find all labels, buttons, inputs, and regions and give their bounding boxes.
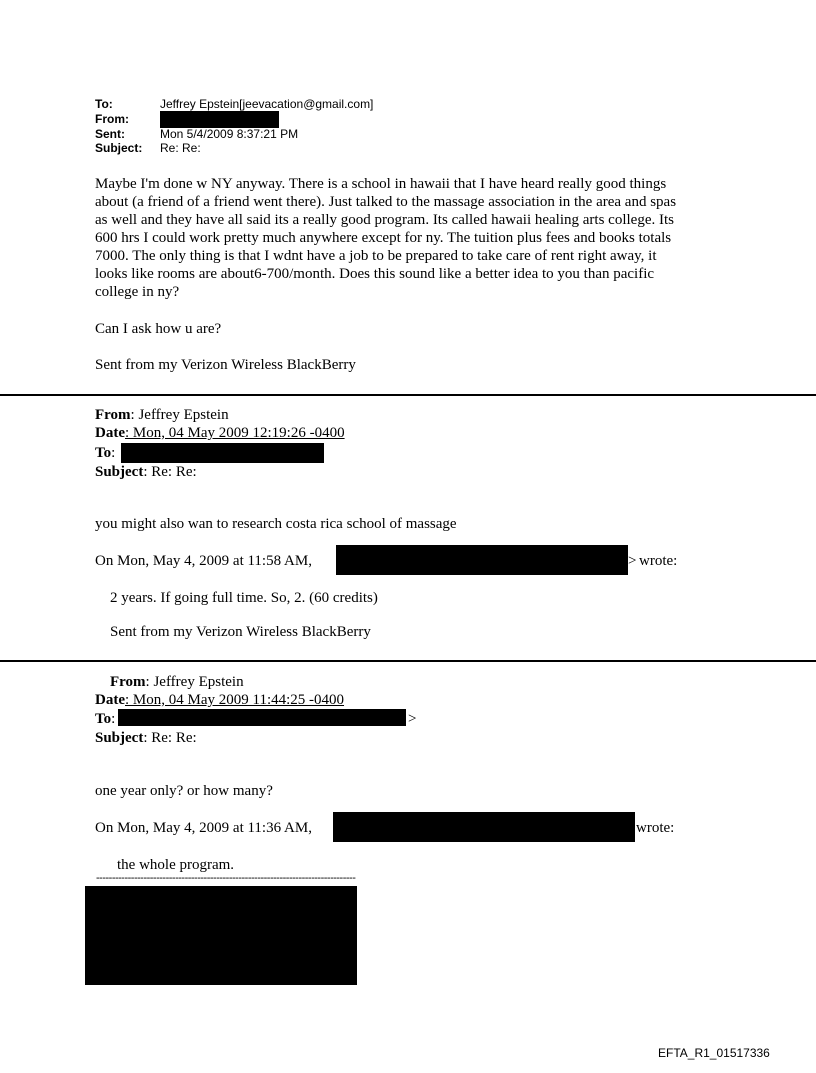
message2-quote-intro: On Mon, May 4, 2009 at 11:58 AM,: [95, 553, 312, 569]
document-id: EFTA_R1_01517336: [658, 1046, 770, 1060]
message3-subject: [95, 729, 197, 747]
to-label: To:: [95, 97, 113, 111]
message3-date: [95, 691, 344, 709]
message2-date: [95, 424, 345, 442]
subject-value: : Re: Re:: [143, 730, 197, 746]
from-value: : Jeffrey Epstein: [145, 674, 244, 690]
message2-to: [95, 444, 115, 462]
date-value: : Mon, 04 May 2009 12:19:26 -0400: [125, 425, 345, 441]
message3-from: [110, 673, 244, 691]
date-label: Date: [95, 425, 125, 441]
to-value: :: [111, 445, 116, 461]
subject-value: Re: Re:: [160, 141, 201, 155]
message3-body: one year only? or how many?: [95, 783, 273, 799]
message2-subject: [95, 463, 197, 481]
to-label: To: [95, 445, 112, 461]
message3-quote-intro: On Mon, May 4, 2009 at 11:36 AM,: [95, 820, 312, 836]
body-line: 7000. The only thing is that I wdnt have a job to be prepared to take care of rent right away, it: [95, 248, 657, 264]
message2-quoted-signature: Sent from my Verizon Wireless BlackBerry: [110, 624, 371, 640]
redaction-box: [118, 709, 406, 726]
from-label: From: [95, 407, 131, 423]
from-label: From: [110, 674, 146, 690]
to-value: :: [111, 711, 116, 727]
divider: [0, 394, 816, 396]
message3-separator: ----------------------------------------------------------------------------------: [96, 872, 356, 884]
to-label: To: [95, 711, 112, 727]
message2-quote-wrote: wrote:: [639, 553, 678, 569]
message3-to: [95, 710, 115, 728]
divider: [0, 660, 816, 662]
subject-label: Subject: [95, 730, 144, 746]
redaction-box: [160, 111, 279, 128]
redaction-box: [85, 886, 357, 985]
message3-quoted-line: the whole program.: [117, 857, 235, 873]
body-line: looks like rooms are about6-700/month. Does this sound like a better idea to you than pacific: [95, 266, 655, 282]
subject-label: Subject: [95, 464, 144, 480]
message2-quote-arrow: >: [628, 553, 637, 569]
to-value: Jeffrey Epstein[jeevacation@gmail.com]: [160, 97, 374, 111]
body-line: 600 hrs I could work pretty much anywhere except for ny. The tuition plus fees and books totals: [95, 230, 672, 246]
message1-body: [95, 175, 795, 301]
subject-value: : Re: Re:: [143, 464, 197, 480]
body-line: about (a friend of a friend went there). Just talked to the massage association in the area and spas: [95, 194, 677, 210]
message3-quote-wrote: wrote:: [636, 820, 675, 836]
body-line: Maybe I'm done w NY anyway. There is a school in hawaii that I have heard really good things: [95, 176, 667, 192]
date-label: Date: [95, 692, 125, 708]
date-value: : Mon, 04 May 2009 11:44:25 -0400: [125, 692, 345, 708]
message1-question: Can I ask how u are?: [95, 321, 222, 337]
body-line: as well and they have all said its a really good program. Its called hawaii healing arts college. Its: [95, 212, 674, 228]
sent-value: Mon 5/4/2009 8:37:21 PM: [160, 127, 299, 141]
message3-to-tail: >: [408, 711, 417, 727]
subject-label: Subject:: [95, 141, 143, 155]
message2-body: you might also wan to research costa rica school of massage: [95, 516, 457, 532]
message2-quoted-line: 2 years. If going full time. So, 2. (60 credits): [110, 590, 378, 606]
message1-signature: Sent from my Verizon Wireless BlackBerry: [95, 357, 356, 373]
message2-from: [95, 406, 229, 424]
from-label: From:: [95, 112, 129, 126]
redaction-box: [336, 545, 628, 575]
from-value: : Jeffrey Epstein: [130, 407, 229, 423]
redaction-box: [333, 812, 635, 842]
body-line: college in ny?: [95, 284, 180, 300]
sent-label: Sent:: [95, 127, 125, 141]
redaction-box: [121, 443, 324, 463]
